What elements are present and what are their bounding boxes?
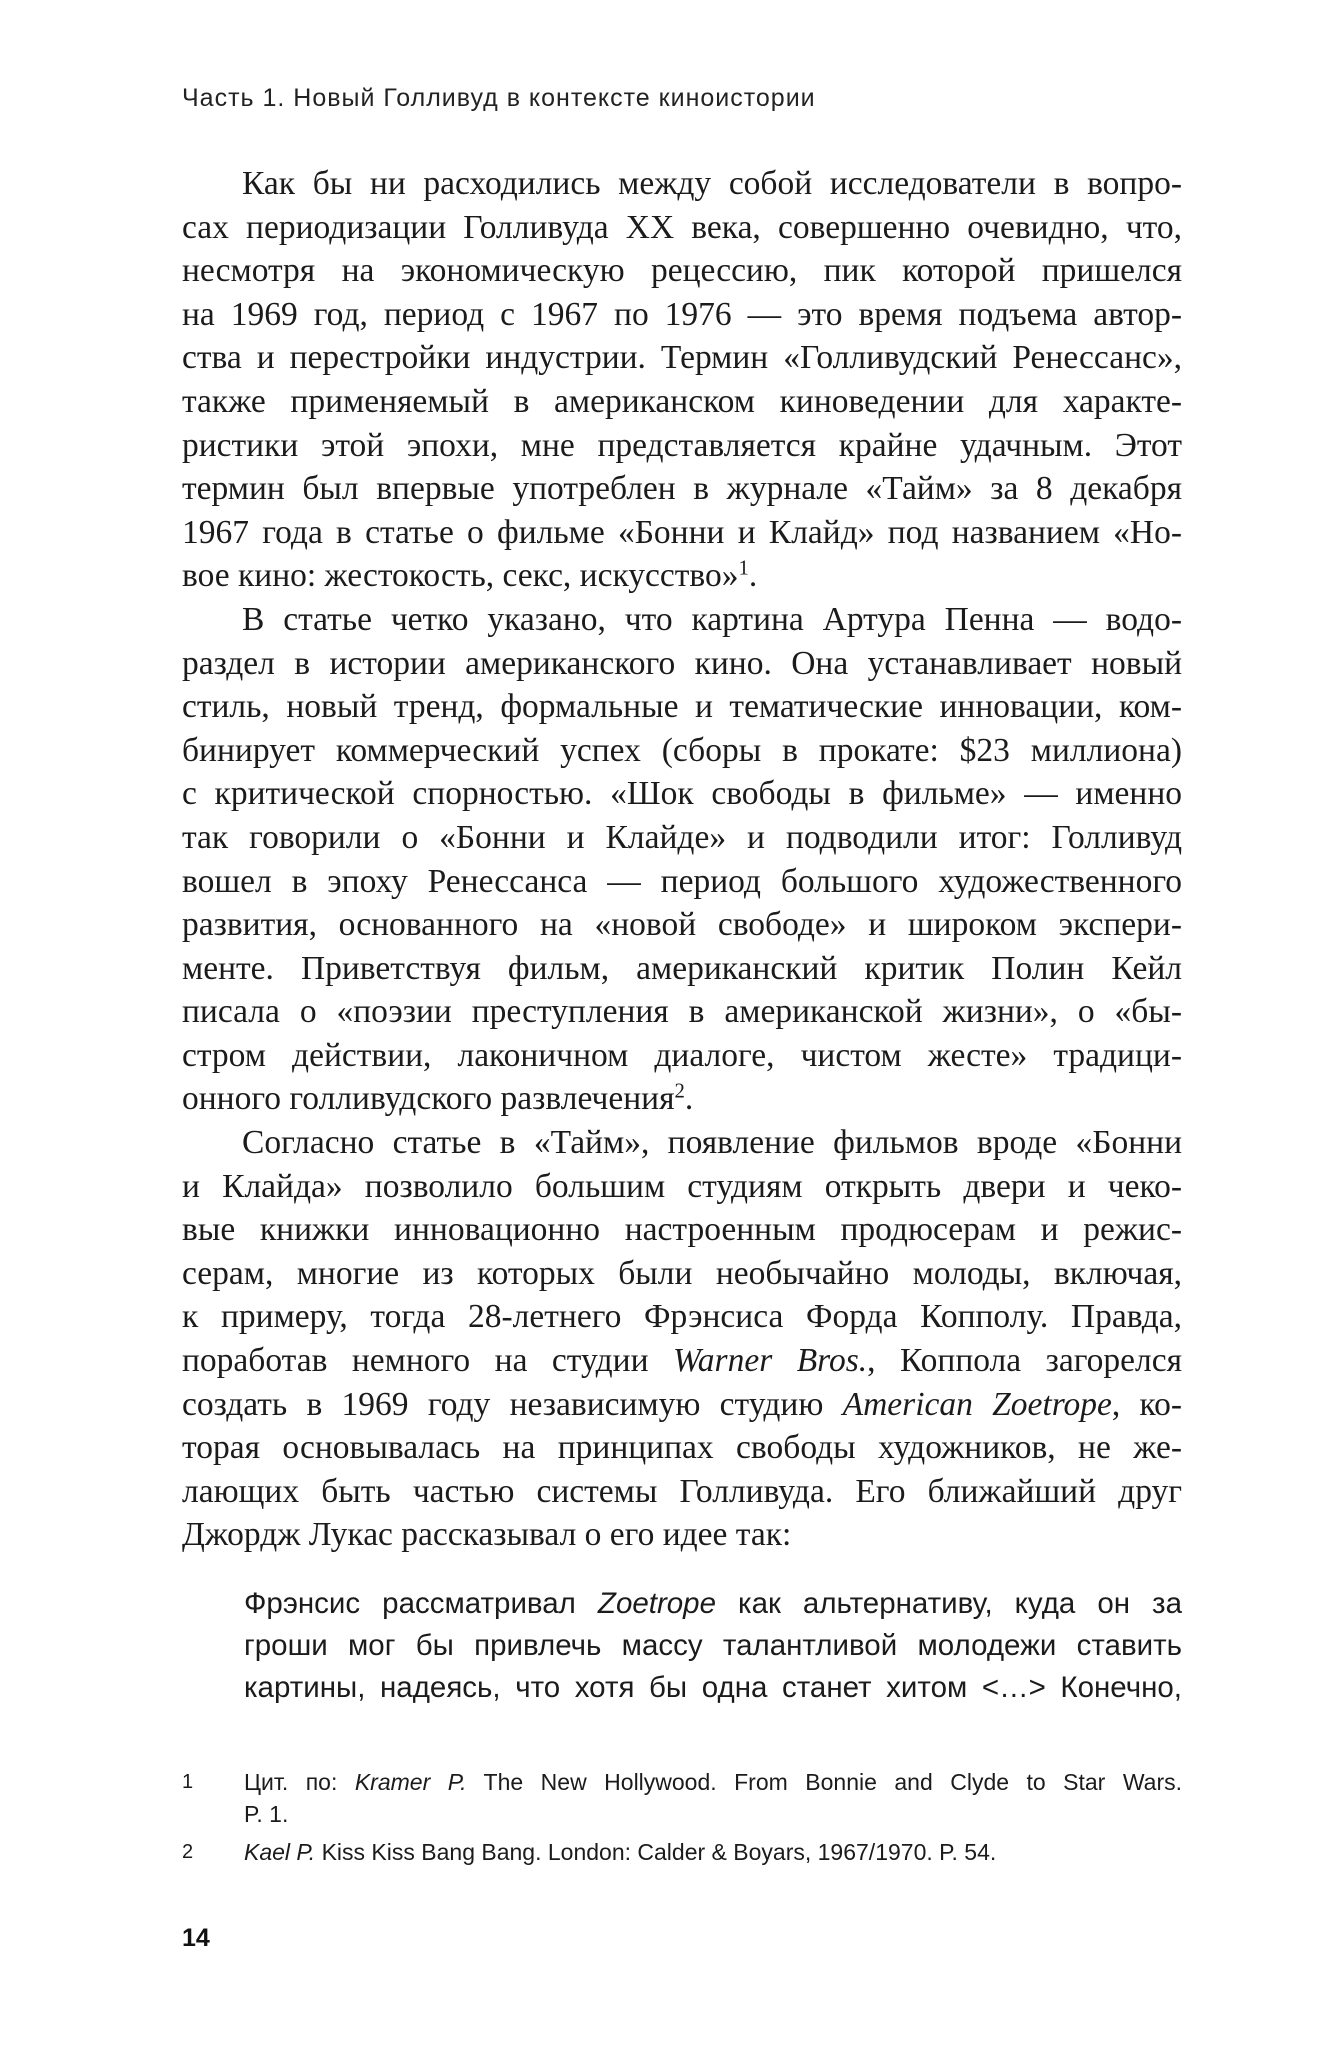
- text-segment: поработав немного на студии: [182, 1342, 673, 1380]
- text-line: стром действии, лаконичном диалоге, чистом жесте» традици-: [182, 1036, 1182, 1074]
- text-line: к примеру, тогда 28-летнего Фрэнсиса Форда Копполу. Правда,: [182, 1298, 1182, 1336]
- text-line: стиль, новый тренд, формальные и тематические инновации, ком-: [182, 688, 1182, 726]
- text-segment: Фрэнсис рассматривал: [244, 1587, 598, 1620]
- text-line: с критической спорностью. «Шок свободы в фильме» — именно: [182, 775, 1182, 813]
- text-segment: .: [684, 1080, 694, 1118]
- text-line: ристики этой эпохи, мне представляется крайне удачным. Этот: [182, 426, 1182, 464]
- text-line: менте. Приветствуя фильм, американский критик Полин Кейл: [182, 949, 1182, 987]
- text-line: несмотря на экономическую рецессию, пик которой пришелся: [182, 252, 1182, 290]
- text-line: сах периодизации Голливуда XX века, совершенно очевидно, что,: [182, 208, 1182, 246]
- footnote-line: [244, 1766, 1182, 1798]
- text-line: [182, 1383, 1182, 1427]
- text-line: также применяемый в американском киноведении для характе-: [182, 382, 1182, 420]
- text-line: 1967 года в статье о фильме «Бонни и Клайд» под названием «Но-: [182, 513, 1182, 551]
- text-segment: как альтернативу, куда он за: [716, 1587, 1182, 1620]
- text-line: развития, основанного на «новой свободе» и широком экспери-: [182, 906, 1182, 944]
- text-segment: Цит. по:: [244, 1769, 355, 1795]
- text-line: [182, 554, 1182, 598]
- text-line: [182, 1077, 1182, 1121]
- footnotes: [182, 1766, 1182, 1868]
- quote-line: картины, надеясь, что хотя бы одна станет хитом <…> Конечно,: [244, 1671, 1182, 1704]
- block-quote: [244, 1583, 1182, 1709]
- text-line: Как бы ни расходились между собой исследователи в вопро-: [242, 165, 1182, 202]
- studio-name-zoetrope: American Zoetrope: [842, 1385, 1112, 1423]
- text-line: В статье четко указано, что картина Артура Пенна — водо-: [242, 600, 1182, 638]
- text-line: вошел в эпоху Ренессанса — период большого художественного: [182, 862, 1182, 900]
- running-head: Часть 1. Новый Голливуд в контексте киноистории: [182, 84, 816, 112]
- footnote-line: [244, 1836, 1182, 1868]
- text-segment: создать в 1969 году независимую студию: [182, 1385, 843, 1423]
- footnote-number: 2: [182, 1841, 194, 1863]
- text-line: серам, многие из которых были необычайно молоды, включая,: [182, 1254, 1182, 1292]
- text-segment: онного голливудского развлечения: [182, 1080, 675, 1118]
- footnote-line: P. 1.: [244, 1801, 289, 1827]
- text-segment: Kiss Kiss Bang Bang. London: Calder & Boyars, 1967/1970. P. 54.: [315, 1839, 997, 1865]
- text-segment: The New Hollywood. From Bonnie and Clyde to Star Wars.: [466, 1769, 1183, 1795]
- footnote-number: 1: [182, 1771, 194, 1793]
- text-line: [182, 1339, 1182, 1383]
- text-line: торая основывалась на принципах свободы художников, не же-: [182, 1429, 1182, 1467]
- text-segment: , ко-: [1111, 1385, 1182, 1423]
- text-line: раздел в истории американского кино. Она устанавливает новый: [182, 644, 1182, 682]
- footnote-ref-1: 1: [738, 556, 749, 580]
- quote-italic-zoetrope: Zoetrope: [597, 1587, 716, 1620]
- text-line: ства и перестройки индустрии. Термин «Голливудский Ренессанс»,: [182, 339, 1182, 377]
- studio-name-warner: Warner Bros.: [672, 1342, 868, 1380]
- text-line: вые книжки инновационно настроенным продюсерам и режис-: [182, 1211, 1182, 1249]
- text-line: термин был впервые употреблен в журнале «Тайм» за 8 декабря: [182, 470, 1182, 508]
- footnote-ref-2: 2: [674, 1080, 685, 1104]
- text-line: Джордж Лукас рассказывал о его идее так:: [182, 1516, 792, 1554]
- text-line: и Клайда» позволило большим студиям открыть двери и чеко-: [182, 1167, 1182, 1205]
- page-number: 14: [182, 1924, 210, 1952]
- text-line: лающих быть частью системы Голливуда. Его ближайший друг: [182, 1472, 1182, 1510]
- text-segment: вое кино: жестокость, секс, искусство»: [182, 557, 739, 595]
- text-line: так говорили о «Бонни и Клайде» и подводили итог: Голливуд: [182, 818, 1182, 856]
- footnote-1: [182, 1766, 1182, 1830]
- text-segment: , Коппола загорелся: [867, 1342, 1182, 1380]
- quote-line: гроши мог бы привлечь массу талантливой молодежи ставить: [244, 1629, 1182, 1662]
- footnote-author: Kramer P.: [354, 1769, 467, 1795]
- body-text: [182, 162, 1182, 1557]
- quote-line: [244, 1583, 1182, 1625]
- text-line: на 1969 год, период с 1967 по 1976 — это время подъема автор-: [182, 295, 1182, 333]
- text-line: бинирует коммерческий успех (сборы в прокате: $23 миллиона): [182, 731, 1182, 769]
- footnote-2: [182, 1836, 1182, 1868]
- text-line: Согласно статье в «Тайм», появление фильмов вроде «Бонни: [242, 1124, 1182, 1162]
- footnote-author: Kael P.: [244, 1839, 316, 1865]
- text-line: писала о «поэзии преступления в американской жизни», о «бы-: [182, 993, 1182, 1031]
- text-segment: .: [748, 557, 758, 595]
